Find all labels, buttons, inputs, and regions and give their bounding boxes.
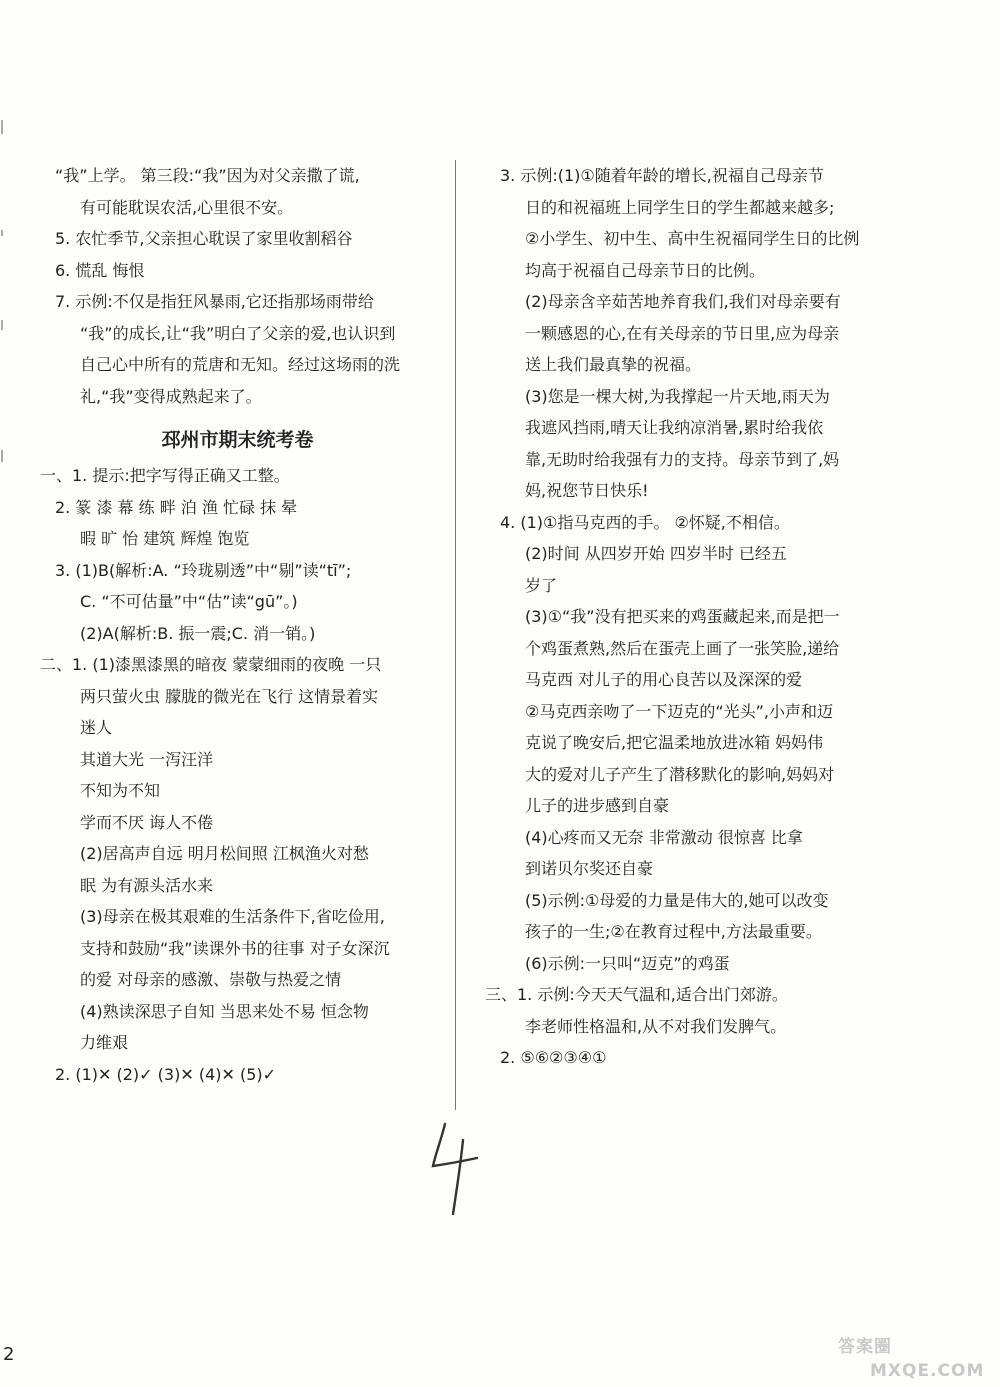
- answer-line: 二、1. (1)漆黑漆黑的暗夜 蒙蒙细雨的夜晚 一只: [40, 655, 382, 674]
- right-column: [485, 160, 875, 1074]
- answer-line: 我遮风挡雨,晴天让我纳凉消暑,累时给我依: [525, 418, 824, 437]
- answer-line: 2. ⑤⑥②③④①: [500, 1048, 607, 1067]
- answer-line: (3)①“我”没有把买来的鸡蛋藏起来,而是把一: [525, 607, 840, 626]
- answer-line: 李老师性格温和,从不对我们发脾气。: [525, 1016, 787, 1036]
- watermark: [818, 1326, 993, 1382]
- answer-line: 有可能耽误农活,心里很不安。: [80, 197, 294, 217]
- answer-line: 妈,祝您节日快乐!: [525, 481, 649, 500]
- answer-line: 克说了晚安后,把它温柔地放进冰箱 妈妈伟: [525, 733, 824, 752]
- answer-line: 靠,无助时给我强有力的支持。母亲节到了,妈: [525, 449, 840, 469]
- watermark-site: MXQE.COM: [870, 1361, 985, 1381]
- answer-line: (3)母亲在极其艰难的生活条件下,省吃俭用,: [80, 907, 385, 926]
- answer-line: 其道大光 一泻汪洋: [80, 749, 214, 769]
- handwritten-four: [425, 1118, 485, 1222]
- answer-line: 眠 为有源头活水来: [80, 875, 214, 895]
- answer-line: 礼,“我”变得成熟起来了。: [80, 386, 262, 406]
- answer-line: 岁了: [525, 575, 558, 595]
- answer-line: 孩子的一生;②在教育过程中,方法最重要。: [525, 922, 822, 941]
- answer-line: 送上我们最真挚的祝福。: [525, 355, 702, 374]
- answer-line: 迷人: [80, 718, 113, 737]
- answer-line: (6)示例:一只叫“迈克”的鸡蛋: [525, 953, 730, 973]
- answer-line: “我”上学。 第三段:“我”因为对父亲撒了谎,: [55, 166, 360, 185]
- answer-line: 支持和鼓励“我”读课外书的往事 对子女深沉: [80, 938, 390, 958]
- answer-line: (5)示例:①母爱的力量是伟大的,她可以改变: [525, 890, 829, 910]
- answer-line: “我”的成长,让“我”明白了父亲的爱,也认识到: [80, 323, 396, 343]
- answer-line: 暇 旷 怡 建筑 辉煌 饱览: [80, 529, 250, 548]
- column-divider: [455, 160, 456, 1110]
- answer-line: 3. (1)B(解析:A. “玲珑剔透”中“剔”读“tī”;: [55, 560, 352, 580]
- answer-line: (3)您是一棵大树,为我撑起一片天地,雨天为: [525, 386, 830, 406]
- answer-line: 3. 示例:(1)①随着年龄的增长,祝福自己母亲节: [500, 166, 824, 185]
- answer-line: 到诺贝尔奖还自豪: [525, 859, 654, 878]
- section-title: 邳州市期末统考卷: [161, 429, 314, 451]
- answer-line: 6. 慌乱 悔恨: [55, 260, 145, 280]
- answer-line: 2. (1)✕ (2)✓ (3)✕ (4)✕ (5)✓: [55, 1064, 277, 1084]
- page-number: 2: [3, 1344, 15, 1365]
- left-column: [40, 160, 435, 1090]
- watermark-brand: 答案圈: [838, 1337, 892, 1357]
- answer-line: (2)时间 从四岁开始 四岁半时 已经五: [525, 544, 787, 563]
- answer-line: 儿子的进步感到自豪: [525, 796, 670, 815]
- answer-line: 的爱 对母亲的感激、崇敬与热爱之情: [80, 970, 342, 989]
- answer-line: 2. 篆 漆 幕 练 畔 泊 渔 忙碌 抹 晕: [55, 497, 298, 517]
- answer-line: 大的爱对儿子产生了潜移默化的影响,妈妈对: [525, 764, 835, 784]
- scan-edge-marks: [1, 120, 4, 480]
- answer-line: 4. (1)①指马克西的手。 ②怀疑,不相信。: [500, 512, 790, 532]
- answer-line: 一、1. 提示:把字写得正确又工整。: [40, 466, 290, 485]
- answer-line: 一颗感恩的心,在有关母亲的节日里,应为母亲: [525, 323, 840, 343]
- answer-line: 力维艰: [80, 1033, 129, 1052]
- answer-line: 7. 示例:不仅是指狂风暴雨,它还指那场雨带给: [55, 292, 374, 311]
- answer-line: (2)A(解析:B. 振一震;C. 消一销。): [80, 623, 316, 643]
- answer-line: (4)心疼而又无奈 非常激动 很惊喜 比拿: [525, 827, 803, 847]
- answer-line: 5. 农忙季节,父亲担心耽误了家里收割稻谷: [55, 229, 353, 248]
- answer-line: C. “不可估量”中“估”读“gū”。): [80, 592, 298, 611]
- answer-line: 学而不厌 诲人不倦: [80, 812, 214, 832]
- answer-line: 日的和祝福班上同学生日的学生都越来越多;: [525, 197, 835, 217]
- answer-line: 马克西 对儿子的用心良苦以及深深的爱: [525, 670, 803, 689]
- answer-line: 自己心中所有的荒唐和无知。经过这场雨的洗: [80, 355, 401, 374]
- answer-line: 两只萤火虫 朦胧的微光在飞行 这情景着实: [80, 686, 379, 706]
- answer-line: (4)熟读深思子自知 当思来处不易 恒念物: [80, 1001, 369, 1021]
- answer-line: 均高于祝福自己母亲节日的比例。: [525, 260, 766, 280]
- answer-line: (2)居高声自远 明月松间照 江枫渔火对愁: [80, 844, 369, 863]
- answer-line: ②马克西亲吻了一下迈克的“光头”,小声和迈: [525, 701, 834, 721]
- answer-line: 不知为不知: [80, 781, 161, 800]
- answer-line: 三、1. 示例:今天天气温和,适合出门郊游。: [485, 985, 788, 1004]
- answer-line: (2)母亲含辛茹苦地养育我们,我们对母亲要有: [525, 292, 841, 311]
- answer-line: ②小学生、初中生、高中生祝福同学生日的比例: [525, 229, 860, 248]
- answer-line: 个鸡蛋煮熟,然后在蛋壳上画了一张笑脸,递给: [525, 638, 840, 658]
